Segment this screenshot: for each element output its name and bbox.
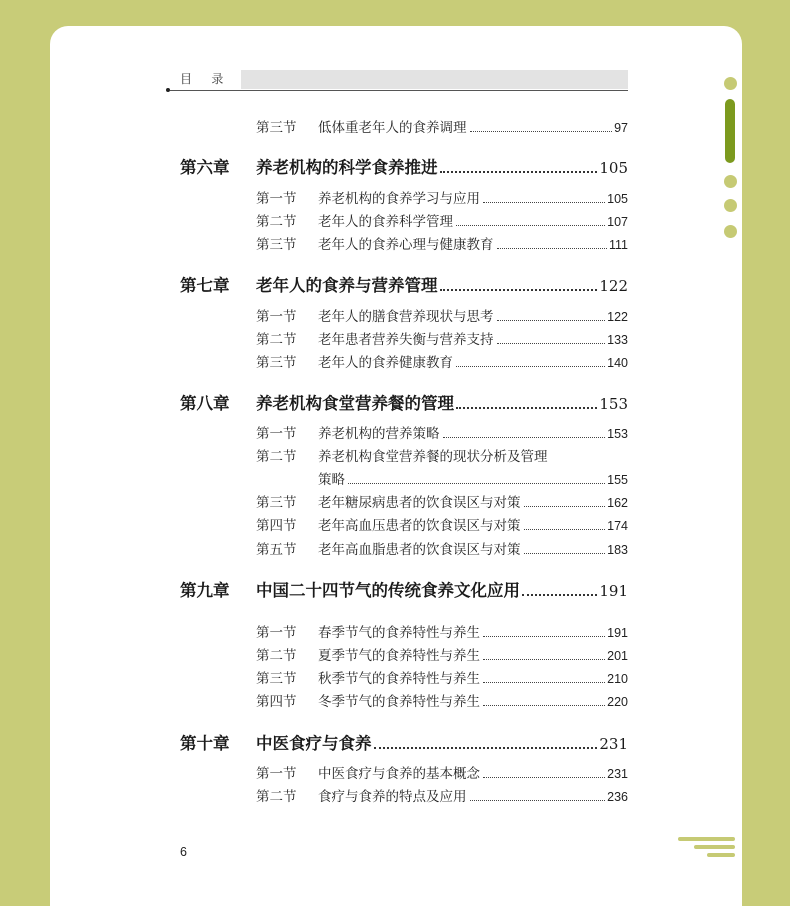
section-number: 第四节 xyxy=(256,694,297,709)
dot-leader xyxy=(483,202,605,203)
decor-dot xyxy=(724,77,737,90)
dot-leader xyxy=(524,506,606,507)
toc-section[interactable] xyxy=(256,785,628,807)
dot-leader xyxy=(348,483,605,484)
page-ref: 191 xyxy=(607,626,628,640)
page-ref: 210 xyxy=(607,672,628,686)
toc-section[interactable] xyxy=(256,621,628,643)
section-number: 第一节 xyxy=(256,766,297,781)
section-number: 第一节 xyxy=(256,191,297,206)
toc-section[interactable] xyxy=(256,690,628,712)
section-number: 第二节 xyxy=(256,332,297,347)
page-ref: 220 xyxy=(607,695,628,709)
page-ref: 191 xyxy=(599,582,628,600)
dot-leader xyxy=(524,553,606,554)
dot-leader xyxy=(483,682,605,683)
page-ref: 236 xyxy=(607,790,628,804)
decor-dot xyxy=(724,175,737,188)
toc-section[interactable] xyxy=(256,210,628,232)
dot-leader xyxy=(470,800,606,801)
section-number: 第三节 xyxy=(256,237,297,252)
dot-leader xyxy=(483,705,605,706)
toc-chapter[interactable] xyxy=(180,730,628,756)
page-ref: 122 xyxy=(599,277,628,295)
toc-section[interactable] xyxy=(256,305,628,327)
section-title: 老年患者营养失衡与营养支持 xyxy=(318,332,494,347)
dot-leader xyxy=(440,289,598,291)
page-ref: 162 xyxy=(607,496,628,510)
toc-section[interactable] xyxy=(256,644,628,666)
section-number: 第二节 xyxy=(256,449,297,464)
dot-leader xyxy=(497,343,606,344)
chapter-title: 中医食疗与食养 xyxy=(256,734,372,753)
section-title: 食疗与食养的特点及应用 xyxy=(318,789,467,804)
dot-leader xyxy=(440,171,598,173)
section-title: 春季节气的食养特性与养生 xyxy=(318,625,480,640)
page-ref: 153 xyxy=(607,427,628,441)
decor-dot xyxy=(724,225,737,238)
header-bullet xyxy=(166,88,170,92)
page-number: 6 xyxy=(180,845,187,859)
section-title: 养老机构食堂营养餐的现状分析及管理 xyxy=(318,449,548,464)
section-number: 第三节 xyxy=(256,671,297,686)
section-title: 策略 xyxy=(318,472,345,487)
page-ref: 140 xyxy=(607,356,628,370)
toc-section[interactable] xyxy=(256,116,628,138)
page-ref: 107 xyxy=(607,215,628,229)
dot-leader xyxy=(483,636,605,637)
chapter-title: 中国二十四节气的传统食养文化应用 xyxy=(256,581,520,600)
page-ref: 183 xyxy=(607,543,628,557)
toc-section[interactable] xyxy=(256,351,628,373)
section-number: 第一节 xyxy=(256,309,297,324)
page-ref: 201 xyxy=(607,649,628,663)
decor-stripe xyxy=(707,853,735,857)
dot-leader xyxy=(443,437,606,438)
section-number: 第三节 xyxy=(256,355,297,370)
page-ref: 155 xyxy=(607,473,628,487)
toc-chapter[interactable] xyxy=(180,272,628,298)
section-number: 第四节 xyxy=(256,518,297,533)
section-number: 第二节 xyxy=(256,214,297,229)
chapter-number: 第十章 xyxy=(180,734,230,753)
dot-leader xyxy=(374,747,598,749)
page-ref: 111 xyxy=(608,238,628,252)
toc-chapter[interactable] xyxy=(180,577,628,603)
section-title: 老年高血脂患者的饮食误区与对策 xyxy=(318,542,521,557)
dot-leader xyxy=(483,777,605,778)
toc-section-continued[interactable] xyxy=(256,468,628,490)
dot-leader xyxy=(456,225,605,226)
section-number: 第三节 xyxy=(256,120,297,135)
section-title: 养老机构的营养策略 xyxy=(318,426,440,441)
page-ref: 105 xyxy=(599,159,628,177)
toc-section[interactable] xyxy=(256,445,628,467)
section-title: 老年人的膳食营养现状与思考 xyxy=(318,309,494,324)
section-title: 老年人的食养科学管理 xyxy=(318,214,453,229)
page-ref: 122 xyxy=(607,310,628,324)
section-title: 秋季节气的食养特性与养生 xyxy=(318,671,480,686)
section-title: 老年糖尿病患者的饮食误区与对策 xyxy=(318,495,521,510)
dot-leader xyxy=(483,659,605,660)
dot-leader xyxy=(524,529,606,530)
section-title: 中医食疗与食养的基本概念 xyxy=(318,766,480,781)
page-ref: 153 xyxy=(599,395,628,413)
chapter-number: 第七章 xyxy=(180,276,230,295)
section-title: 养老机构的食养学习与应用 xyxy=(318,191,480,206)
toc-section[interactable] xyxy=(256,491,628,513)
decor-stripe xyxy=(694,845,735,849)
section-number: 第二节 xyxy=(256,648,297,663)
page-ref: 231 xyxy=(599,735,628,753)
decor-stripe xyxy=(678,837,735,841)
section-title: 老年人的食养心理与健康教育 xyxy=(318,237,494,252)
section-title: 冬季节气的食养特性与养生 xyxy=(318,694,480,709)
dot-leader xyxy=(522,594,597,596)
section-title: 低体重老年人的食养调理 xyxy=(318,120,467,135)
page-ref: 231 xyxy=(607,767,628,781)
header-rule xyxy=(170,90,628,91)
section-title: 老年人的食养健康教育 xyxy=(318,355,453,370)
section-number: 第二节 xyxy=(256,789,297,804)
toc-chapter[interactable] xyxy=(180,154,628,180)
chapter-title: 养老机构的科学食养推进 xyxy=(256,158,438,177)
toc-section[interactable] xyxy=(256,328,628,350)
toc-header-label: 目 录 xyxy=(180,72,232,86)
toc-section[interactable] xyxy=(256,514,628,536)
section-number: 第三节 xyxy=(256,495,297,510)
dot-leader xyxy=(470,131,613,132)
section-title: 夏季节气的食养特性与养生 xyxy=(318,648,480,663)
toc-section[interactable] xyxy=(256,538,628,560)
chapter-number: 第八章 xyxy=(180,394,230,413)
decor-dot xyxy=(724,199,737,212)
page-ref: 174 xyxy=(607,519,628,533)
chapter-title: 老年人的食养与营养管理 xyxy=(256,276,438,295)
chapter-number: 第九章 xyxy=(180,581,230,600)
toc-section[interactable] xyxy=(256,233,628,255)
dot-leader xyxy=(456,366,605,367)
chapter-number: 第六章 xyxy=(180,158,230,177)
page-ref: 105 xyxy=(607,192,628,206)
decor-bar xyxy=(725,99,735,163)
dot-leader xyxy=(456,407,597,409)
dot-leader xyxy=(497,248,607,249)
toc-section[interactable] xyxy=(256,187,628,209)
header-band xyxy=(241,70,628,89)
section-title: 老年高血压患者的饮食误区与对策 xyxy=(318,518,521,533)
section-number: 第五节 xyxy=(256,542,297,557)
dot-leader xyxy=(497,320,606,321)
section-number: 第一节 xyxy=(256,426,297,441)
toc-chapter[interactable] xyxy=(180,390,628,416)
page-ref: 133 xyxy=(607,333,628,347)
section-number: 第一节 xyxy=(256,625,297,640)
chapter-title: 养老机构食堂营养餐的管理 xyxy=(256,394,454,413)
toc-section[interactable] xyxy=(256,422,628,444)
page-ref: 97 xyxy=(614,121,628,135)
toc-section[interactable] xyxy=(256,762,628,784)
toc-section[interactable] xyxy=(256,667,628,689)
